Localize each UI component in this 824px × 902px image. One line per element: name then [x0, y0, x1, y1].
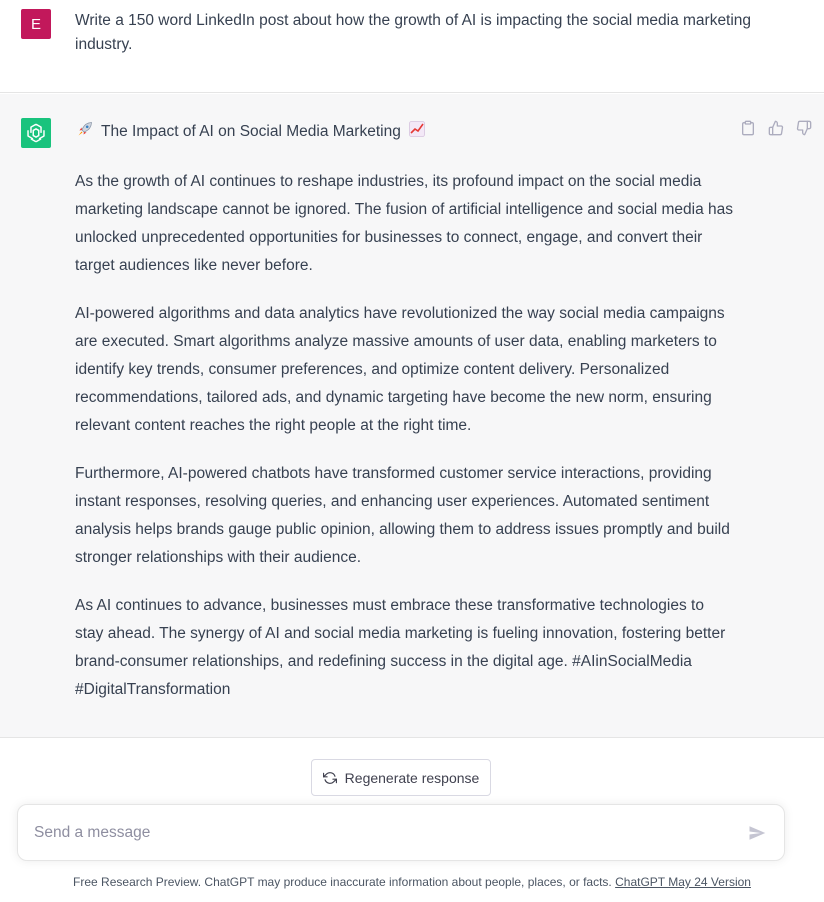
- message-composer: [17, 804, 785, 861]
- openai-logo-icon: [21, 118, 51, 148]
- response-paragraph: As the growth of AI continues to reshape industries, its profound impact on the social media marketing landscape cannot be ignored. The fusion of artificial intelligence and social media has unlocked unprecedented opportunities for businesses to connect, engage, and convert their target audiences like never before.: [75, 173, 734, 274]
- response-title: [75, 120, 427, 144]
- refresh-icon: [323, 771, 337, 785]
- user-avatar: E: [21, 9, 51, 39]
- thumbs-up-button[interactable]: [768, 120, 784, 136]
- thumbs-down-button[interactable]: [796, 120, 812, 136]
- rocket-emoji-icon: [75, 120, 95, 144]
- message-input[interactable]: [34, 805, 734, 860]
- copy-button[interactable]: [740, 120, 756, 136]
- response-body: [75, 168, 735, 704]
- footer-disclaimer: [0, 873, 824, 891]
- response-paragraph: Furthermore, AI-powered chatbots have transformed customer service interactions, providing instant responses, resolving queries, and enhancing user experiences. Automated sentiment analysis helps brands gauge public opinion, allowing them to address issues promptly and build stronger relationships with their audience.: [75, 465, 730, 566]
- thumbs-up-icon: [768, 120, 784, 136]
- message-actions: [740, 120, 812, 136]
- chart-increasing-emoji-icon: [407, 120, 427, 144]
- response-title-text: The Impact of AI on Social Media Marketing: [101, 123, 401, 140]
- regenerate-response-button[interactable]: [311, 759, 491, 796]
- thumbs-down-icon: [796, 120, 812, 136]
- response-paragraph: AI-powered algorithms and data analytics have revolutionized the way social media campaigns are executed. Smart algorithms analyze massive amounts of user data, enabling marketers to identify key trends, consumer preferences, and optimize content delivery. Personalized recommendations, tailored ads, and dynamic targeting have become the new norm, ensuring relevant content reaches the right people at the right time.: [75, 305, 725, 434]
- user-message: [0, 0, 824, 93]
- response-paragraph: As AI continues to advance, businesses must embrace these transformative technologies to stay ahead. The synergy of AI and social media marketing is fueling innovation, fostering better brand-consumer relationships, and redefining success in the digital age. #AIinSocialMedia #DigitalTransformation: [75, 597, 726, 698]
- assistant-message: [0, 94, 824, 738]
- version-link[interactable]: ChatGPT May 24 Version: [615, 875, 751, 889]
- footer-text: Free Research Preview. ChatGPT may produce inaccurate information about people, places, or facts.: [73, 875, 616, 889]
- user-message-text: Write a 150 word LinkedIn post about how the growth of AI is impacting the social media marketing industry.: [75, 12, 752, 53]
- send-button[interactable]: [748, 824, 766, 842]
- send-icon: [748, 824, 766, 842]
- regenerate-label: Regenerate response: [344, 769, 480, 786]
- clipboard-icon: [740, 120, 756, 136]
